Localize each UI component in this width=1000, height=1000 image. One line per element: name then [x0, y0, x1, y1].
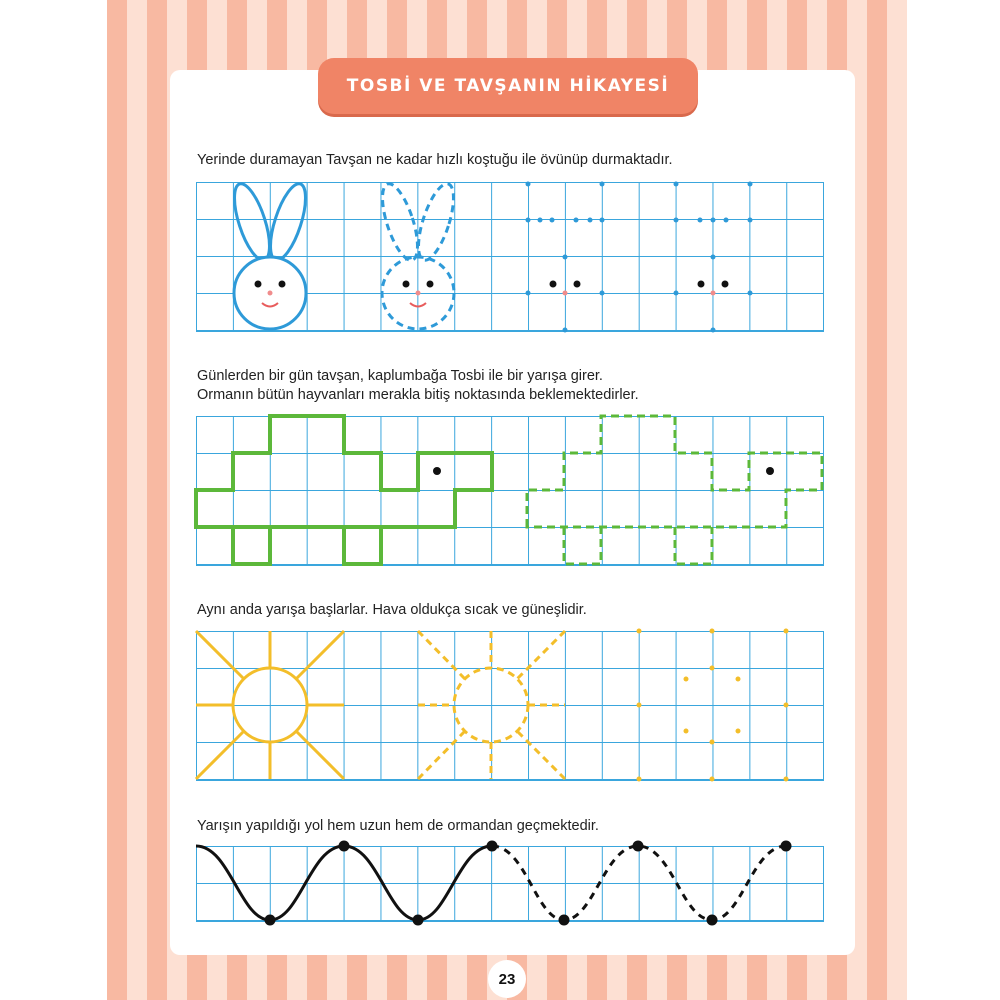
sun-icon — [196, 631, 344, 779]
caption-sun: Aynı anda yarışa başlarlar. Hava oldukça sıcak ve güneşlidir. — [197, 602, 587, 618]
caption-path: Yarışın yapıldığı yol hem uzun hem de ormandan geçmektedir. — [197, 818, 599, 834]
rabbit-dashed-face-icon — [403, 281, 434, 307]
turtle-dashed-icon — [527, 416, 822, 564]
rabbit-dots-2-icon — [674, 182, 753, 333]
caption-turtle-line-1: Günlerden bir gün tavşan, kaplumbağa Tosbi ile bir yarışa girer. — [197, 368, 603, 384]
page-number: 23 — [488, 960, 526, 998]
caption-rabbit: Yerinde duramayan Tavşan ne kadar hızlı koştuğu ile övünüp durmaktadır. — [197, 152, 673, 168]
wave-path-icon — [196, 846, 786, 920]
rabbit-dots-icon — [526, 182, 605, 333]
page-title: TOSBİ VE TAVŞANIN HİKAYESİ — [346, 76, 670, 96]
sun-dots-icon — [637, 629, 789, 782]
turtle-eye-icon — [433, 467, 441, 475]
wave-dots-icon — [265, 841, 792, 926]
turtle-dashed-eye-icon — [766, 467, 774, 475]
turtle-icon — [196, 416, 492, 564]
caption-turtle-line-2: Ormanın bütün hayvanları merakla bitiş noktasında beklemektedirler. — [197, 387, 639, 403]
sun-dashed-icon — [418, 631, 565, 779]
